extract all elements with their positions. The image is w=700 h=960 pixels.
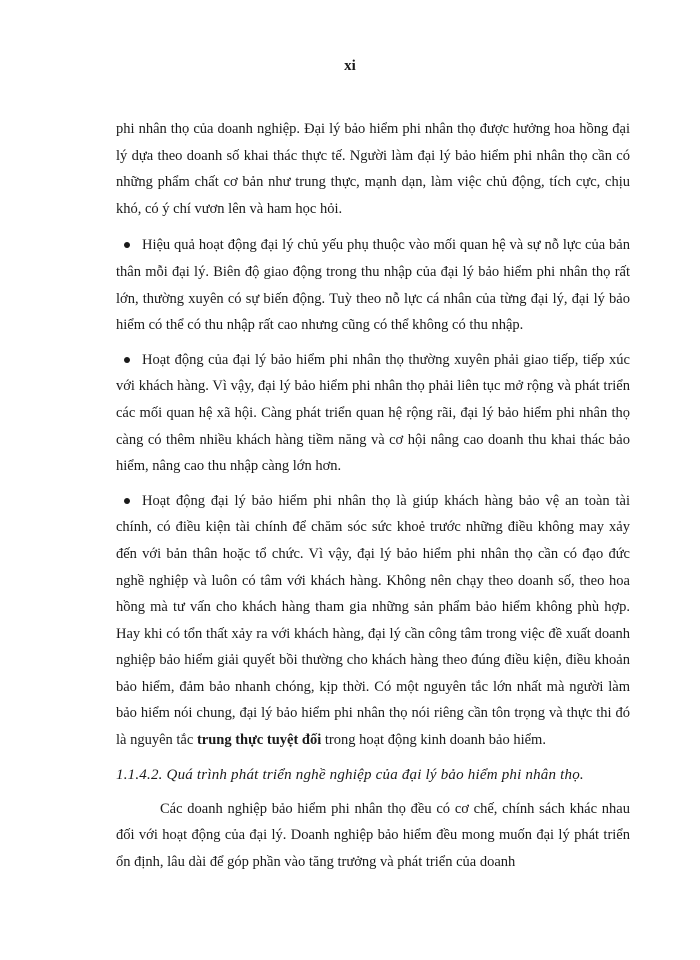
bullet-paragraph-relations <box>116 347 630 480</box>
document-body <box>116 116 630 883</box>
bullet-paragraph-ethics <box>116 488 630 754</box>
bullet-icon <box>124 498 130 504</box>
bullet-icon <box>124 242 130 248</box>
section-heading: 1.1.4.2. Quá trình phát triển nghề nghiệp của đại lý bảo hiểm phi nhân thọ. <box>116 766 584 783</box>
bold-principle: trung thực tuyệt đối <box>196 732 322 749</box>
bullet-text: Hiệu quả hoạt động đại lý chủ yếu phụ thuộc vào mối quan hệ và sự nỗ lực của bản thân mỗi đại lý. Biên độ giao động trong thu nhập của đại lý bảo hiểm phi nhân thọ rất lớn, thường xuyên có sự biến động. Tuỳ theo nỗ lực cá nhân của từng đại lý, đại lý bảo hiểm có thể có thu nhập rất cao nhưng cũng có thể không có thu nhập. <box>116 237 630 334</box>
paragraph-career-development: Các doanh nghiệp bảo hiểm phi nhân thọ đều có cơ chế, chính sách khác nhau đối với hoạt động của đại lý. Doanh nghiệp bảo hiểm đều mong muốn đại lý phát triển ổn định, lâu dài để góp phần vào tăng trưởng và phát triển của doanh <box>116 800 630 870</box>
bullet-text: Hoạt động đại lý bảo hiểm phi nhân thọ là giúp khách hàng bảo vệ an toàn tài chính, có điều kiện tài chính để chăm sóc sức khoẻ trước những điều không may xảy đến với bản thân hoặc tổ chức. Vì vậy, đại lý bảo hiểm phi nhân thọ cần có đạo đức nghề nghiệp và luôn có tâm với khách hàng. Không nên chạy theo doanh số, theo hoa hồng mà tư vấn cho khách hàng tham gia những sản phẩm bảo hiểm không phù hợp. Hay khi có tổn thất xảy ra với khách hàng, đại lý cần công tâm trong việc đề xuất doanh nghiệp bảo hiểm giải quyết bồi thường cho khách hàng theo đúng điều kiện, điều khoản bảo hiểm, đảm bảo nhanh chóng, kịp thời. Có một nguyên tắc lớn nhất mà người làm bảo hiểm nói chung, đại lý bảo hiểm phi nhân thọ nói riêng cần tôn trọng và thực thi đó là nguyên tắc <box>116 492 630 749</box>
page-number: xi <box>344 58 356 74</box>
bullet-icon <box>124 357 130 363</box>
paragraph-continuation: phi nhân thọ của doanh nghiệp. Đại lý bảo hiểm phi nhân thọ được hưởng hoa hồng đại lý dựa theo doanh số khai thác thực tế. Người làm đại lý bảo hiểm phi nhân thọ cần có những phẩm chất cơ bản như trung thực, mạnh dạn, làm việc chủ động, tích cực, chịu khó, có ý chí vươn lên và ham học hỏi. <box>116 121 630 217</box>
bullet-paragraph-income <box>116 232 630 338</box>
bullet-text: Hoạt động của đại lý bảo hiểm phi nhân thọ thường xuyên phải giao tiếp, tiếp xúc với khách hàng. Vì vậy, đại lý bảo hiểm phi nhân thọ phải liên tục mở rộng và phát triển các mối quan hệ xã hội. Càng phát triển quan hệ rộng rãi, đại lý bảo hiểm phi nhân thọ càng có thêm nhiều khách hàng tiềm năng và cơ hội nâng cao doanh thu khai thác bảo hiểm, nâng cao thu nhập càng lớn hơn. <box>116 351 630 475</box>
bullet-text-end: trong hoạt động kinh doanh bảo hiểm. <box>321 732 546 749</box>
